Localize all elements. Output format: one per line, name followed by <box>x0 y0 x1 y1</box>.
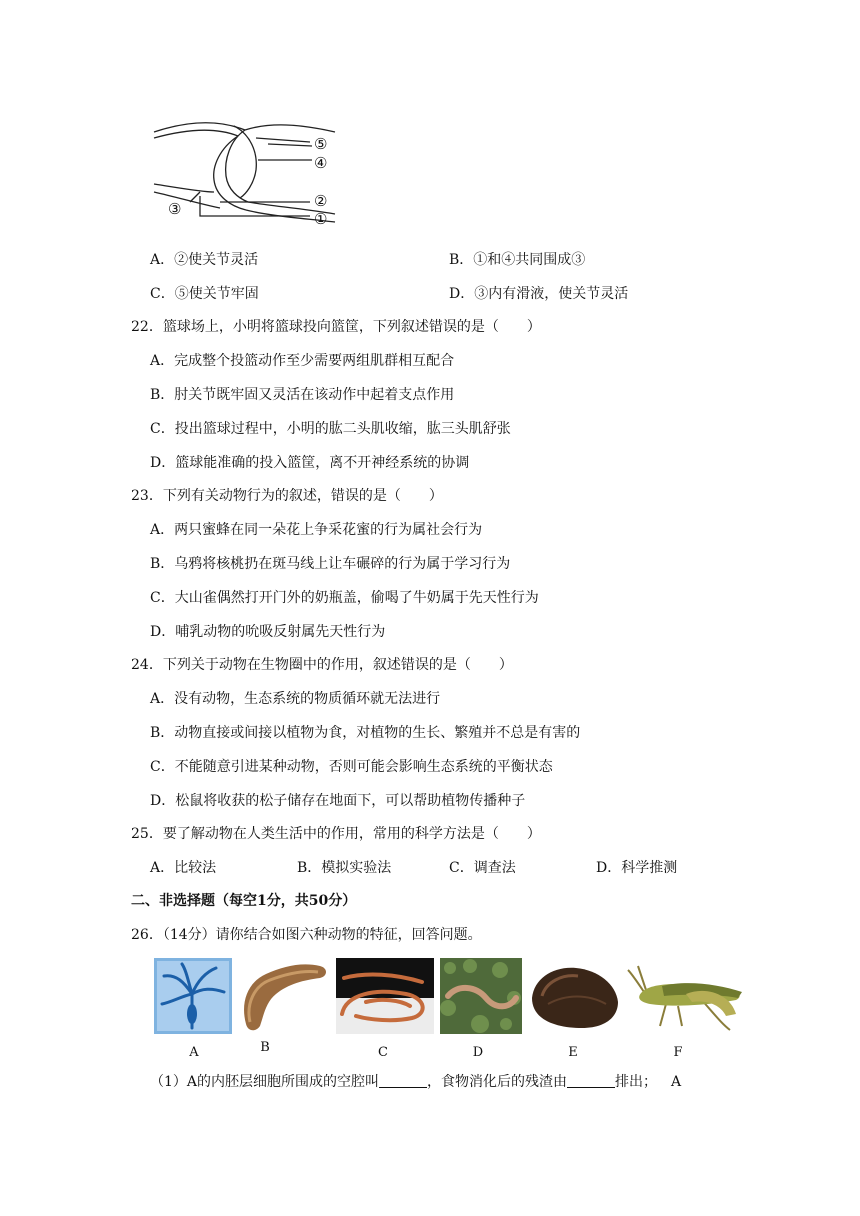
joint-label-5: ⑤ <box>314 135 328 153</box>
q25-option-c: C．调查法 <box>449 860 516 876</box>
q22-option-b: B．肘关节既牢固又灵活在该动作中起着支点作用 <box>150 387 455 403</box>
q25-option-a: A．比较法 <box>150 860 217 876</box>
q21-option-c: C．⑤使关节牢固 <box>150 286 259 302</box>
q26-stem: 26．（14分）请你结合如图六种动物的特征，回答问题。 <box>131 927 482 943</box>
q21-option-d: D．③内有滑液，使关节灵活 <box>449 286 629 302</box>
q22-option-c: C．投出篮球过程中，小明的肱二头肌收缩，肱三头肌舒张 <box>150 421 511 437</box>
roundworm-image <box>336 958 434 1034</box>
hydra-image <box>154 958 232 1034</box>
image-label-b: B <box>260 1040 270 1055</box>
joint-label-2: ② <box>314 192 328 210</box>
q23-option-c: C．大山雀偶然打开门外的奶瓶盖，偷喝了牛奶属于先天性行为 <box>150 590 539 606</box>
q22-option-a: A．完成整个投篮动作至少需要两组肌群相互配合 <box>150 353 455 369</box>
joint-label-1: ① <box>314 210 328 228</box>
joint-label-4: ④ <box>314 154 328 172</box>
section-heading: 二、非选择题（每空1分，共50分） <box>131 893 357 909</box>
q23-stem: 23．下列有关动物行为的叙述，错误的是（ ） <box>131 488 443 504</box>
blank-2[interactable] <box>567 1073 615 1088</box>
q22-option-d: D．篮球能准确的投入篮筐，离不开神经系统的协调 <box>150 455 470 471</box>
q26-sub1-text-1: （1）A的内胚层细胞所围成的空腔叫 <box>150 1074 380 1090</box>
q26-sub1-text-3: 排出； <box>615 1074 658 1090</box>
leech-image <box>236 952 332 1034</box>
q26-sub1-text-2: ，食物消化后的残渣由 <box>427 1074 568 1090</box>
q24-option-b: B．动物直接或间接以植物为食，对植物的生长、繁殖并不总是有害的 <box>150 725 581 741</box>
earthworm-image <box>440 958 522 1034</box>
q24-stem: 24．下列关于动物在生物圈中的作用，叙述错误的是（ ） <box>131 657 513 673</box>
q25-stem: 25．要了解动物在人类生活中的作用，常用的科学方法是（ ） <box>131 826 541 842</box>
q24-option-a: A．没有动物，生态系统的物质循环就无法进行 <box>150 691 441 707</box>
q23-option-a: A．两只蜜蜂在同一朵花上争采花蜜的行为属社会行为 <box>150 522 483 538</box>
image-label-d: D <box>472 1045 484 1060</box>
blank-1[interactable] <box>379 1073 427 1088</box>
image-label-e: E <box>568 1045 578 1060</box>
q22-stem: 22．篮球场上，小明将篮球投向篮筐，下列叙述错误的是（ ） <box>131 319 541 335</box>
image-label-c: C <box>378 1045 388 1060</box>
q23-option-b: B．乌鸦将核桃扔在斑马线上让车碾碎的行为属于学习行为 <box>150 556 511 572</box>
q26-sub1 <box>150 1071 681 1091</box>
q25-option-b: B．模拟实验法 <box>297 860 392 876</box>
joint-label-3: ③ <box>168 200 182 218</box>
q21-option-a: A．②使关节灵活 <box>150 252 259 268</box>
q23-option-d: D．哺乳动物的吮吸反射属先天性行为 <box>150 624 386 640</box>
q26-sub1-text-4: A <box>671 1074 682 1090</box>
q24-option-d: D．松鼠将收获的松子储存在地面下，可以帮助植物传播种子 <box>150 793 526 809</box>
image-label-f: F <box>673 1045 683 1060</box>
clam-image <box>526 958 622 1034</box>
q25-option-d: D．科学推测 <box>596 860 678 876</box>
q24-option-c: C．不能随意引进某种动物，否则可能会影响生态系统的平衡状态 <box>150 759 553 775</box>
grasshopper-image <box>626 964 750 1034</box>
image-label-a: A <box>189 1045 199 1060</box>
q21-option-b: B．①和④共同围成③ <box>449 252 586 268</box>
